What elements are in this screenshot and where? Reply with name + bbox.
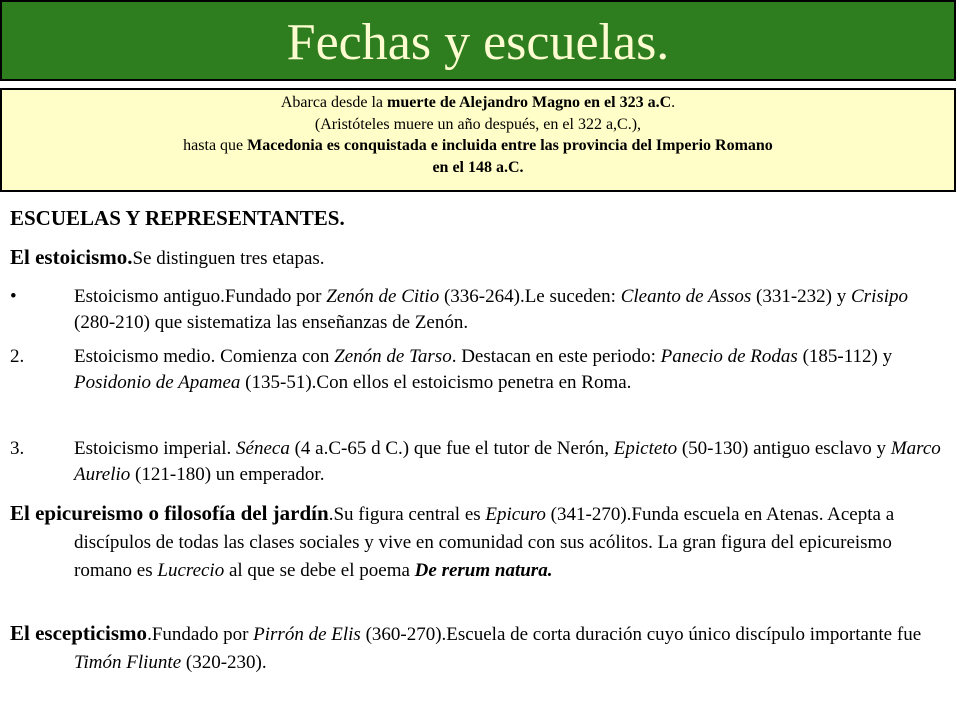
page-title: Fechas y escuelas.	[286, 13, 670, 71]
intro-bold: en el 148 a.C.	[432, 158, 524, 176]
list-item-imperial	[10, 436, 945, 488]
title-banner	[0, 0, 956, 81]
intro-line-1	[2, 92, 954, 114]
epicureismo-title: El epicureismo o filosofía del jardín	[10, 501, 329, 525]
list-item-antiguo	[10, 284, 945, 336]
item-text: Estoicismo imperial. Séneca (4 a.C-65 d C.) que fue el tutor de Nerón, Epicteto (50-130) antiguo esclavo y Marco Aurelio (121-180) un emperador.	[74, 438, 941, 485]
number-marker: 2.	[10, 346, 25, 367]
intro-box	[0, 88, 956, 192]
list-item-medio	[10, 344, 945, 396]
intro-bold: muerte de Alejandro Magno en el 323 a.C	[387, 94, 672, 111]
epicureismo-text: .Su figura central es Epicuro (341-270).Funda escuela en Atenas. Acepta a discípulos de todas las clases sociales y vive en comunidad con sus acólitos. La gran figura del epicureismo romano es Lucrecio al que se debe el poema De rerum natura.	[74, 504, 895, 581]
intro-text: .	[671, 94, 676, 111]
escepticismo-paragraph	[10, 620, 945, 676]
epicureismo-paragraph	[10, 500, 945, 584]
intro-line-2: (Aristóteles muere un año después, en el 322 a,C.),	[314, 115, 642, 133]
estoicismo-paragraph	[10, 244, 945, 272]
intro-text: Abarca desde la	[280, 94, 388, 111]
intro-line-3	[2, 135, 954, 157]
estoicismo-intro: Se distinguen tres etapas.	[132, 248, 325, 269]
item-text: Estoicismo antiguo.Fundado por Zenón de Citio (336-264).Le suceden: Cleanto de Assos (331-232) y Crisipo (280-210) que sistematiza las enseñanzas de Zenón.	[74, 286, 909, 333]
bullet-marker: •	[10, 286, 17, 307]
item-text: Estoicismo medio. Comienza con Zenón de Tarso. Destacan en este periodo: Panecio de Rodas (185-112) y Posidonio de Apamea (135-51).Con ellos el estoicismo penetra en Roma.	[74, 346, 893, 393]
escepticismo-title: El escepticismo	[10, 621, 148, 645]
escepticismo-text: .Fundado por Pirrón de Elis (360-270).Escuela de corta duración cuyo único discípulo importante fue Timón Fliunte (320-230).	[74, 624, 922, 673]
intro-text: hasta que	[183, 137, 248, 154]
number-marker: 3.	[10, 438, 25, 459]
estoicismo-title: El estoicismo.	[10, 245, 133, 269]
section-heading: ESCUELAS Y REPRESENTANTES.	[10, 206, 345, 230]
intro-line-4	[2, 157, 954, 179]
intro-bold: Macedonia es conquistada e incluida entre las provincia del Imperio Romano	[247, 137, 773, 154]
